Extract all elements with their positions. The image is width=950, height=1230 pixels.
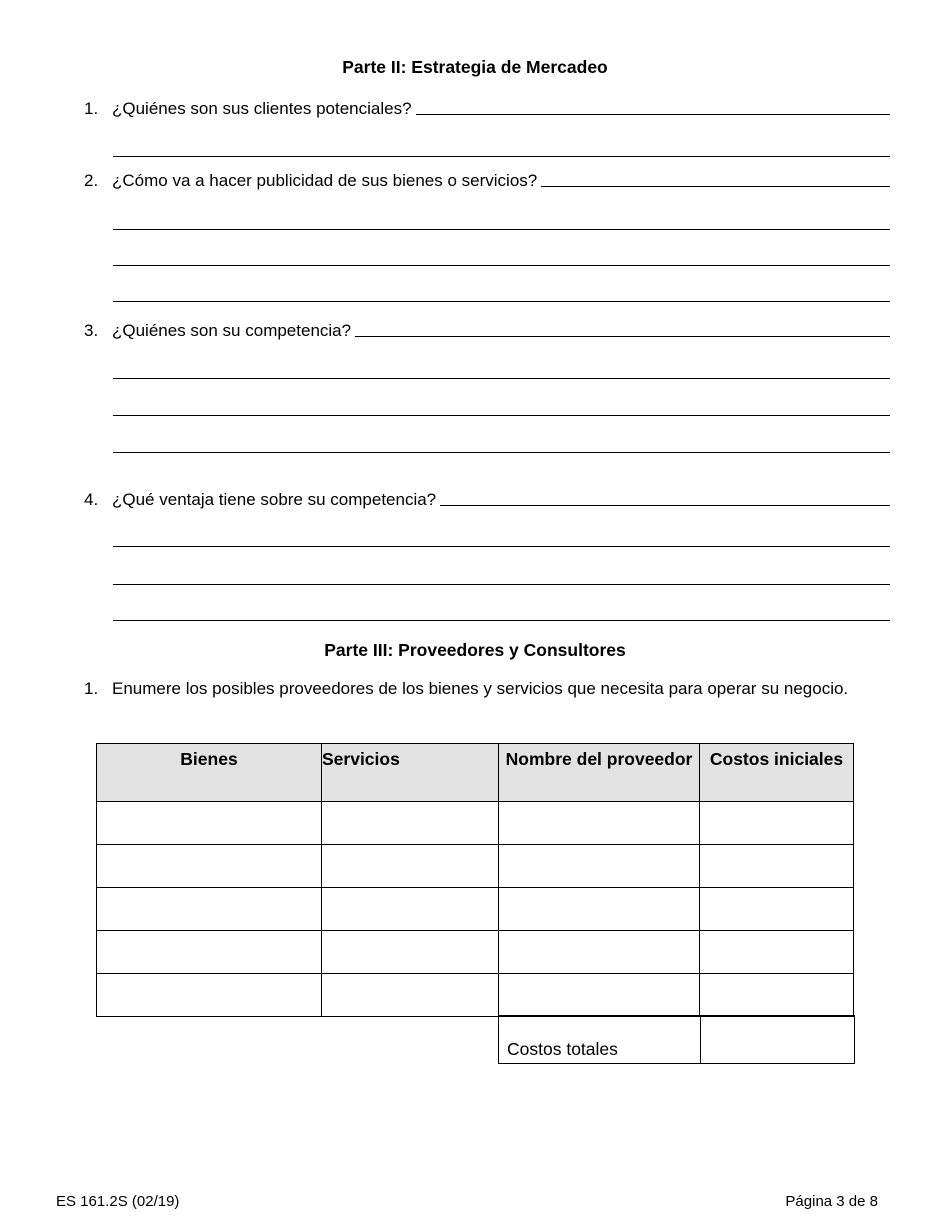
answer-line[interactable] <box>113 378 890 379</box>
item-text: Enumere los posibles proveedores de los bienes y servicios que necesita para operar su negocio. <box>112 679 849 698</box>
question-1 <box>84 99 890 119</box>
answer-line[interactable] <box>113 265 890 266</box>
header-servicios: Servicios <box>322 744 499 802</box>
suppliers-table <box>96 743 854 1017</box>
question-2 <box>84 171 890 191</box>
cell-bienes[interactable] <box>97 845 322 888</box>
question-text: ¿Cómo va a hacer publicidad de sus bienes o servicios? <box>112 171 538 190</box>
table-row <box>97 845 854 888</box>
question-number: 3. <box>84 321 99 340</box>
cell-costos-iniciales[interactable] <box>700 974 854 1017</box>
header-costos-iniciales: Costos iniciales <box>700 744 854 802</box>
answer-line[interactable] <box>113 584 890 585</box>
totals-value[interactable] <box>701 1016 855 1064</box>
table-row <box>97 974 854 1017</box>
cell-servicios[interactable] <box>322 802 499 845</box>
answer-line[interactable] <box>113 301 890 302</box>
cell-costos-iniciales[interactable] <box>700 931 854 974</box>
table-row <box>97 888 854 931</box>
cell-servicios[interactable] <box>322 845 499 888</box>
question-text: ¿Quiénes son sus clientes potenciales? <box>112 99 412 118</box>
cell-costos-iniciales[interactable] <box>700 802 854 845</box>
cell-nombre-proveedor[interactable] <box>499 845 700 888</box>
question-3 <box>84 321 890 341</box>
question-text: ¿Qué ventaja tiene sobre su competencia? <box>112 490 437 509</box>
part2-title: Parte II: Estrategia de Mercadeo <box>342 57 608 77</box>
cell-servicios[interactable] <box>322 931 499 974</box>
cell-nombre-proveedor[interactable] <box>499 931 700 974</box>
answer-line[interactable] <box>541 185 890 187</box>
part3-item-1 <box>84 678 864 700</box>
table-row <box>97 802 854 845</box>
cell-bienes[interactable] <box>97 888 322 931</box>
answer-line[interactable] <box>113 452 890 453</box>
cell-servicios[interactable] <box>322 888 499 931</box>
totals-row <box>499 1016 855 1064</box>
cell-nombre-proveedor[interactable] <box>499 974 700 1017</box>
answer-line[interactable] <box>113 620 890 621</box>
item-number: 1. <box>84 679 99 698</box>
answer-line[interactable] <box>113 229 890 230</box>
question-number: 1. <box>84 99 99 118</box>
question-4 <box>84 490 890 510</box>
cell-bienes[interactable] <box>97 931 322 974</box>
answer-line[interactable] <box>113 156 890 157</box>
cell-servicios[interactable] <box>322 974 499 1017</box>
table-row <box>97 931 854 974</box>
answer-line[interactable] <box>355 335 890 337</box>
answer-line[interactable] <box>440 504 890 506</box>
cell-bienes[interactable] <box>97 974 322 1017</box>
header-bienes: Bienes <box>97 744 322 802</box>
part3-title: Parte III: Proveedores y Consultores <box>324 640 626 660</box>
page-number: Página 3 de 8 <box>785 1193 878 1210</box>
header-nombre-proveedor: Nombre del proveedor <box>499 744 700 802</box>
form-id: ES 161.2S (02/19) <box>56 1193 180 1210</box>
question-text: ¿Quiénes son su competencia? <box>112 321 352 340</box>
answer-line[interactable] <box>113 415 890 416</box>
cell-costos-iniciales[interactable] <box>700 845 854 888</box>
totals-label: Costos totales <box>499 1016 701 1064</box>
cell-bienes[interactable] <box>97 802 322 845</box>
table-header-row <box>97 744 854 802</box>
answer-line[interactable] <box>113 546 890 547</box>
question-number: 2. <box>84 171 99 190</box>
cell-nombre-proveedor[interactable] <box>499 802 700 845</box>
cell-nombre-proveedor[interactable] <box>499 888 700 931</box>
cell-costos-iniciales[interactable] <box>700 888 854 931</box>
question-number: 4. <box>84 490 99 509</box>
totals-table <box>498 1015 855 1064</box>
answer-line[interactable] <box>416 113 890 115</box>
